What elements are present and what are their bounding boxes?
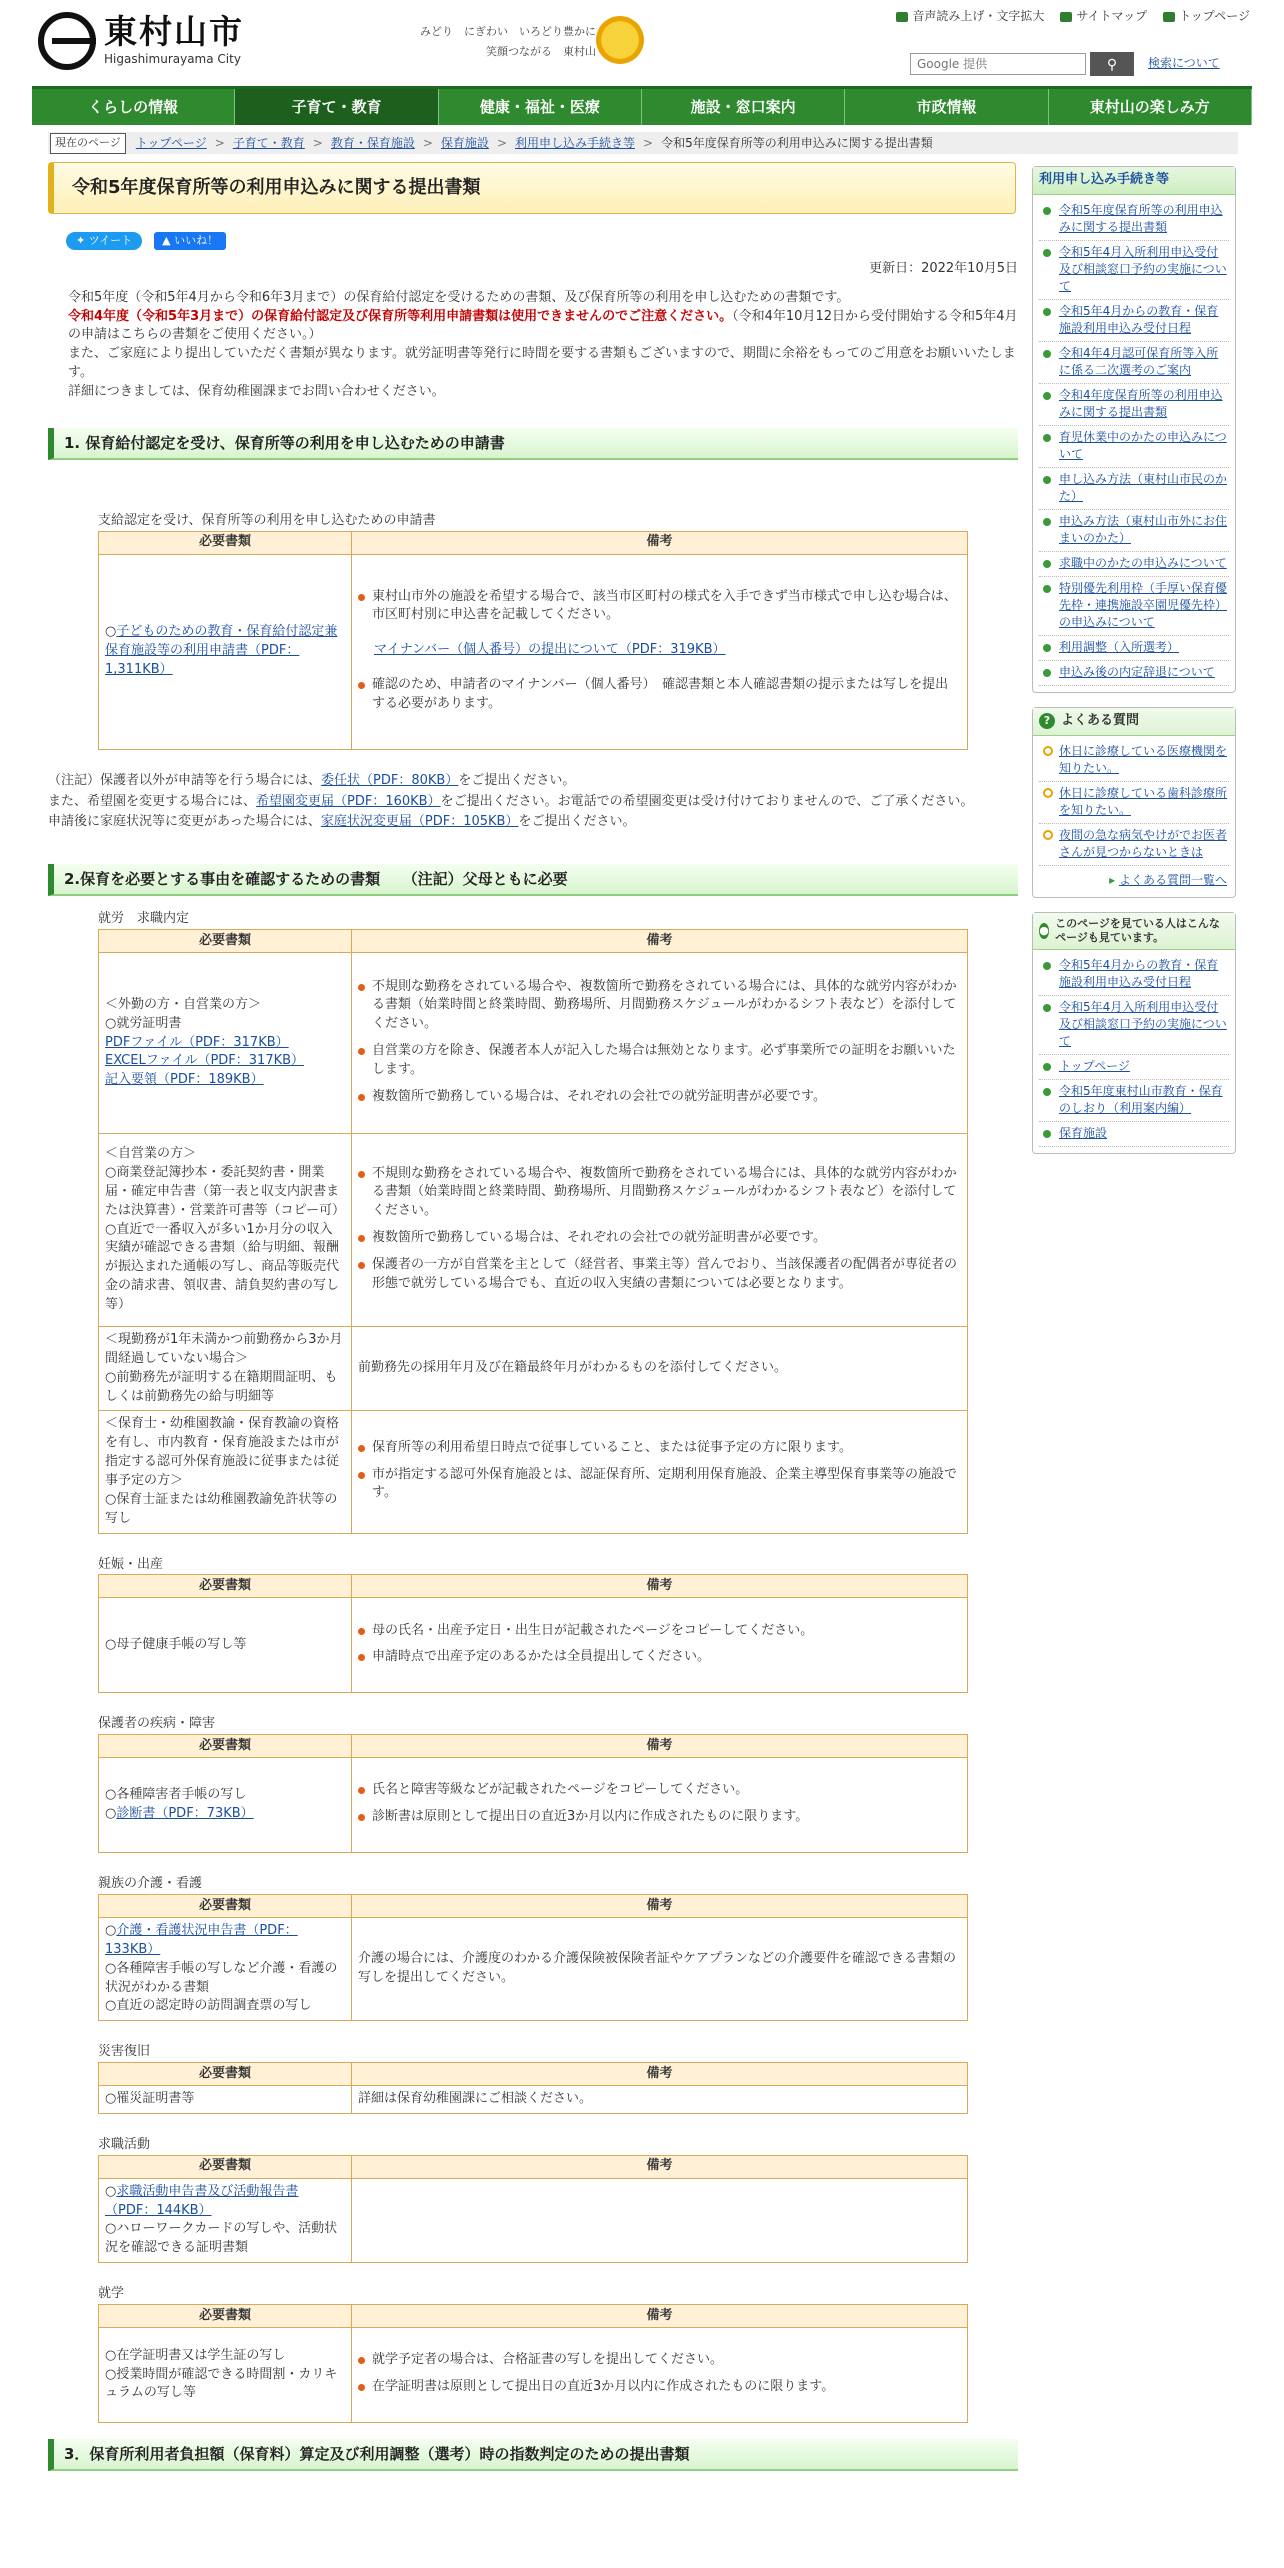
note-change-pre: また、希望園を変更する場合には、 (48, 793, 257, 809)
col-required-docs: 必要書類 (99, 2305, 352, 2328)
breadcrumb-childcare[interactable]: 子育て・教育 (232, 136, 305, 150)
list-item (1039, 241, 1229, 300)
faq-header (1033, 708, 1235, 736)
site-header (0, 0, 1284, 86)
study-table (98, 2304, 968, 2423)
note-proxy-post: をご提出ください。 (458, 772, 576, 788)
job-search-table (98, 2155, 968, 2263)
doc-name: ○各種障害手帳の写しなど介護・看護の状況がわかる書類 ○直近の認定時の訪問調査票の写し (105, 1960, 338, 2014)
also-viewed-link[interactable]: 令和5年度東村山市教育・保育のしおり（利用案内編） (1059, 1084, 1223, 1116)
search-button[interactable] (1090, 52, 1134, 76)
table-row (99, 554, 968, 749)
doc-heading: ＜外勤の方・自営業の方＞ (105, 996, 262, 1012)
thumbs-up-icon: ▲ (162, 234, 175, 247)
breadcrumb-sep-icon: > (422, 136, 433, 150)
breadcrumb-current: 令和5年度保育所等の利用申込みに関する提出書類 (661, 136, 933, 150)
mynumber-link[interactable]: マイナンバー（個人番号）の提出について（PDF：319KB） (374, 642, 726, 658)
care-caption: 親族の介護・看護 (98, 1876, 203, 1892)
remarks-cell (352, 1411, 968, 1533)
related-procedures-title: 利用申し込み手続き等 (1033, 167, 1235, 195)
list-item (1039, 1080, 1229, 1122)
intro-paragraph-4: 詳細につきましては、保育幼稚園課までお問い合わせください。 (68, 384, 445, 399)
table-row (99, 2178, 968, 2262)
doc-cell: ○罹災証明書等 (99, 2086, 352, 2114)
sidebar (1032, 166, 1236, 1154)
section-1-caption: 支給認定を受け、保育所等の利用を申し込むための申請書 (98, 512, 436, 528)
also-viewed-title: このページを見ている人はこんなページも見ています。 (1055, 917, 1220, 945)
remark-item: 複数箇所で勤務している場合は、それぞれの会社での就労証明書が必要です。 (358, 1229, 961, 1248)
list-item (1039, 1055, 1229, 1080)
util-sitemap-label: サイトマップ (1076, 9, 1148, 23)
list-item (1039, 661, 1229, 686)
proxy-form-link[interactable]: 委任状（PDF：80KB） (321, 772, 459, 788)
note-family-change (48, 813, 1018, 832)
list-item (1039, 468, 1229, 510)
section-1-notes (48, 772, 1018, 833)
list-item (1039, 824, 1229, 866)
sidebar-link[interactable]: 申込み後の内定辞退について (1059, 664, 1215, 679)
sidebar-link[interactable]: 特別優先利用枠（手厚い保育優先枠・連携施設卒園児優先枠）の申込みについて (1059, 580, 1228, 629)
list-item (1039, 996, 1229, 1055)
doc-name: ○ハローワークカードの写しや、活動状況を確認できる証明書類 (105, 2221, 338, 2256)
note-proxy-pre: （注記）保護者以外が申請等を行う場合には、 (48, 772, 322, 788)
list-item (1039, 782, 1229, 824)
col-required-docs: 必要書類 (99, 1895, 352, 1918)
intro-paragraph-1: 令和5年度（令和5年4月から令和6年3月まで）の保育給付認定を受けるための書類、及び保育所等の利用を申し込むための書類です。 (68, 289, 850, 305)
change-nursery-link[interactable]: 希望園変更届（PDF：160KB） (256, 793, 441, 809)
also-viewed-box (1032, 912, 1236, 1154)
related-procedures-box (1032, 166, 1236, 693)
col-remarks: 備考 (352, 1575, 968, 1598)
util-top-label: トップページ (1179, 9, 1250, 23)
remark-item: 複数箇所で勤務している場合は、それぞれの会社での就労証明書が必要です。 (358, 1088, 961, 1107)
disaster-table (98, 2062, 968, 2114)
breadcrumb-sep-icon: > (214, 136, 225, 150)
care-status-form-link[interactable]: 介護・看護状況申告書（PDF：133KB） (105, 1923, 298, 1957)
col-required-docs: 必要書類 (99, 930, 352, 953)
also-viewed-header (1033, 913, 1235, 950)
breadcrumb-sep-icon: > (643, 136, 654, 150)
nav-health[interactable]: 健康・福祉・医療 (439, 89, 642, 125)
table-row (99, 1134, 968, 1327)
util-voice-label: 音声読み上げ・文字拡大 (912, 9, 1045, 23)
application-table (98, 531, 968, 750)
breadcrumb-sep-icon: > (496, 136, 507, 150)
sidebar-link[interactable]: 令和4年度保育所等の利用申込みに関する提出書類 (1059, 387, 1223, 419)
doc-cell (99, 953, 352, 1134)
col-remarks: 備考 (352, 531, 968, 554)
sidebar-link[interactable]: 利用調整（入所選考） (1059, 639, 1180, 654)
col-remarks: 備考 (352, 930, 968, 953)
city-emblem-icon (38, 12, 96, 70)
table-row (99, 953, 968, 1134)
intro-text (48, 289, 1018, 402)
breadcrumb-label: 現在のページ (50, 133, 126, 154)
doc-cell: ○各種障害者手帳の写し ○診断書（PDF：73KB） (99, 1758, 352, 1853)
remarks-cell (352, 2328, 968, 2423)
tweet-label: ツイート (88, 234, 133, 247)
disaster-caption: 災害復旧 (98, 2044, 151, 2060)
list-item (1039, 199, 1229, 241)
slogan-line-1: みどり にぎわい いろどり豊かに (420, 25, 596, 38)
remarks-cell: 前勤務先の採用年月及び在籍最終年月がわかるものを添付してください。 (352, 1327, 968, 1411)
faq-link[interactable]: 休日に診療している医療機関を知りたい。 (1059, 743, 1228, 775)
job-search-caption: 求職活動 (98, 2136, 151, 2152)
employment-cert-guide-link[interactable]: 記入要領（PDF：189KB） (105, 1072, 264, 1088)
people-icon: ● (1039, 924, 1049, 938)
remarks-cell (352, 1758, 968, 1853)
sidebar-link[interactable]: 申込み方法（東村山市外にお住まいのかた） (1059, 513, 1228, 545)
illness-caption: 保護者の疾病・障害 (98, 1716, 216, 1732)
breadcrumb (48, 132, 1238, 154)
list-item (1039, 1122, 1229, 1147)
site-search (910, 52, 1220, 76)
remarks-cell (352, 1598, 968, 1693)
list-item (1039, 510, 1229, 552)
table-row (99, 2328, 968, 2423)
note-family-post: をご提出ください。 (518, 814, 636, 830)
remarks-cell: 詳細は保育幼稚園課にご相談ください。 (352, 2086, 968, 2114)
remark-item: 保育所等の利用希望日時点で従事していること、または従事予定の方に限ります。 (358, 1439, 961, 1458)
section-1-heading: 1. 保育給付認定を受け、保育所等の利用を申し込むための申請書 (48, 428, 1018, 460)
faq-list (1033, 736, 1235, 866)
twitter-icon: ✦ (76, 234, 89, 247)
list-item (1039, 552, 1229, 577)
utility-links (896, 8, 1250, 25)
sidebar-link[interactable]: 求職中のかたの申込みについて (1059, 555, 1227, 570)
page-title-box (48, 162, 1016, 214)
table-row (99, 2086, 968, 2114)
doc-cell: ＜自営業の方＞ ○商業登記簿抄本・委託契約書・開業届・確定申告書（第一表と収支内訳書または決算書）・営業許可書等（コピー可） ○直近で一番収入が多い1か月分の収入実績が確認できる書類（給与明細、報酬が振込まれた通帳の写し、商品等販売代金の請求書、領収書、請負契約書の写し等） (99, 1134, 352, 1327)
care-table (98, 1894, 968, 2021)
col-remarks: 備考 (352, 2305, 968, 2328)
site-logo[interactable] (38, 12, 244, 70)
doc-cell: ＜保育士・幼稚園教諭・保育教諭の資格を有し、市内教育・保育施設または市が指定する認可外保育施設に従事または従事予定の方＞ ○保育士証または幼稚園教諭免許状等の写し (99, 1411, 352, 1533)
sidebar-link[interactable]: 令和4年4月認可保育所等入所に係る二次選考のご案内 (1059, 345, 1219, 377)
col-required-docs: 必要書類 (99, 1735, 352, 1758)
note-change-post: をご提出ください。お電話での希望園変更は受け付けておりませんので、ご了承ください。 (440, 793, 974, 809)
doc-cell: ○介護・看護状況申告書（PDF：133KB） ○各種障害手帳の写しなど介護・看護の状況がわかる書類 ○直近の認定時の訪問調査票の写し (99, 1918, 352, 2021)
col-remarks: 備考 (352, 2155, 968, 2178)
remarks-cell (352, 554, 968, 749)
remark-item: 在学証明書は原則として提出日の直近3か月以内に作成されたものに限ります。 (358, 2378, 961, 2397)
nav-facilities[interactable]: 施設・窓口案内 (642, 89, 845, 125)
medical-certificate-link[interactable]: 診断書（PDF：73KB） (116, 1806, 254, 1822)
work-table (98, 929, 968, 1533)
intro-warning-rest: （令和4年10月12日から受付開始する令和5年4月の申請はこちらの書類をご使用ください。） (68, 308, 1018, 343)
logo-japanese: 東村山市 (104, 12, 244, 52)
family-change-link[interactable]: 家庭状況変更届（PDF：105KB） (320, 814, 519, 830)
remark-item: 氏名と障害等級などが記載されたページをコピーしてください。 (358, 1781, 961, 1800)
remark-item: 母の氏名・出産予定日・出生日が記載されたページをコピーしてください。 (358, 1622, 961, 1641)
col-required-docs: 必要書類 (99, 531, 352, 554)
sidebar-link[interactable]: 令和5年度保育所等の利用申込みに関する提出書類 (1059, 202, 1223, 234)
doc-cell: ○求職活動申告書及び活動報告書（PDF：144KB） ○ハローワークカードの写しや、活動状況を確認できる証明書類 (99, 2178, 352, 2262)
updated-date: 更新日：2022年10月5日 (869, 260, 1018, 276)
breadcrumb-procedure[interactable]: 利用申し込み手続き等 (515, 136, 636, 150)
slogan-line-2: 笑顔つながる 東村山 (486, 45, 596, 58)
list-item (1039, 740, 1229, 782)
col-required-docs: 必要書類 (99, 2063, 352, 2086)
remarks-cell (352, 953, 968, 1134)
faq-box (1032, 707, 1236, 898)
remarks-cell (352, 1134, 968, 1327)
list-item (1039, 426, 1229, 468)
pregnancy-table (98, 1574, 968, 1693)
section-2-heading: 2.保育を必要とする事由を確認するための書類 （注記）父母ともに必要 (48, 864, 1018, 896)
util-voice[interactable] (896, 8, 1044, 25)
note-change-nursery (48, 793, 1018, 812)
tweet-button[interactable] (66, 232, 142, 250)
arrow-right-icon: ▸ (1109, 872, 1119, 887)
application-form-link[interactable]: 子どものための教育・保育給付認定兼保育施設等の利用申請書（PDF：1,311KB） (105, 624, 338, 678)
sidebar-link[interactable]: 申し込み方法（東村山市民のかた） (1059, 471, 1228, 503)
breadcrumb-edu-facilities[interactable]: 教育・保育施設 (330, 136, 415, 150)
like-button[interactable] (154, 232, 226, 250)
doc-cell: ○母子健康手帳の写し等 (99, 1598, 352, 1693)
col-remarks: 備考 (352, 1735, 968, 1758)
study-caption: 就学 (98, 2286, 125, 2302)
doc-cell: ○在学証明書又は学生証の写し ○授業時間が確認できる時間割・カリキュラムの写し等 (99, 2328, 352, 2423)
employment-cert-pdf-link[interactable]: PDFファイル（PDF：317KB） (105, 1034, 289, 1050)
faq-more-link[interactable]: よくある質問一覧へ (1118, 872, 1227, 887)
remarks-cell: 介護の場合には、介護度のわかる介護保険被保険者証やケアプランなどの介護要件を確認できる書類の写しを提出してください。 (352, 1918, 968, 2021)
note-family-pre: 申請後に家庭状況等に変更があった場合には、 (48, 814, 321, 830)
nav-citygov[interactable]: 市政情報 (845, 89, 1048, 125)
faq-more (1033, 866, 1235, 891)
sns-buttons (66, 232, 1018, 250)
table-row (99, 1411, 968, 1533)
also-viewed-link[interactable]: 令和5年4月入所利用申込受付及び相談窓口予約の実施について (1059, 1000, 1227, 1049)
global-nav (32, 86, 1252, 125)
util-top[interactable] (1163, 8, 1250, 25)
util-sitemap[interactable] (1060, 8, 1147, 25)
col-remarks: 備考 (352, 1895, 968, 1918)
also-viewed-link[interactable]: 令和5年4月からの教育・保育施設利用申込み受付日程 (1059, 958, 1219, 990)
remark-item: 申請時点で出産予定のあるかたは全員提出してください。 (358, 1648, 961, 1667)
work-caption: 就労 求職内定 (98, 911, 190, 927)
pregnancy-caption: 妊娠・出産 (98, 1556, 164, 1572)
table-row (99, 1327, 968, 1411)
also-viewed-link[interactable]: トップページ (1059, 1059, 1130, 1074)
sidebar-link[interactable]: 令和5年4月からの教育・保育施設利用申込み受付日程 (1059, 303, 1219, 335)
sidebar-link[interactable]: 育児休業中のかたの申込みについて (1059, 429, 1227, 461)
illness-table (98, 1734, 968, 1853)
sitemap-icon (1060, 12, 1072, 22)
sidebar-link[interactable]: 令和5年4月入所利用申込受付及び相談窓口予約の実施について (1059, 244, 1227, 293)
breadcrumb-sep-icon: > (312, 136, 323, 150)
list-item (1039, 636, 1229, 661)
faq-title: よくある質問 (1061, 712, 1140, 728)
faq-link[interactable]: 休日に診療している歯科診療所を知りたい。 (1059, 785, 1228, 817)
col-remarks: 備考 (352, 2063, 968, 2086)
remarks-cell (352, 2178, 968, 2262)
nav-enjoy[interactable]: 東村山の楽しみ方 (1049, 89, 1252, 125)
doc-name: ○就労証明書 (105, 1015, 182, 1031)
section-3-heading: 3．保育所利用者負担額（保育料）算定及び利用調整（選考）時の指数判定のための提出書類 (48, 2439, 1018, 2471)
home-icon (1163, 12, 1175, 22)
doc-cell: ＜現勤務が1年未満かつ前勤務から3か月間経過していない場合＞ ○前勤務先が証明する在籍期間証明、もしくは前勤務先の給与明細等 (99, 1327, 352, 1411)
breadcrumb-top[interactable]: トップページ (135, 136, 207, 150)
page-title: 令和5年度保育所等の利用申込みに関する提出書類 (72, 177, 481, 198)
remark-item: 診断書は原則として提出日の直近3か月以内に作成されたものに限ります。 (358, 1808, 961, 1827)
faq-link[interactable]: 夜間の急な病気やけがでお医者さんが見つからないときは (1059, 827, 1228, 859)
list-item (1039, 300, 1229, 342)
job-search-report-link[interactable]: 求職活動申告書及び活動報告書（PDF：144KB） (105, 2183, 299, 2218)
related-procedures-list (1033, 195, 1235, 686)
city-slogan (420, 22, 596, 62)
doc-cell: ○子どものための教育・保育給付認定兼保育施設等の利用申請書（PDF：1,311KB） (99, 554, 352, 749)
list-item (1039, 577, 1229, 636)
breadcrumb-nursery[interactable]: 保育施設 (440, 136, 489, 150)
remark-item: 不規則な勤務をされている場合や、複数箇所で勤務をされている場合には、具体的な就労内容がわかる書類（始業時間と終業時間、勤務場所、月間勤務スケジュールがわかるシフト表など）を添付してください。 (358, 978, 961, 1035)
search-icon: ⚲ (1106, 55, 1118, 72)
also-viewed-link[interactable]: 保育施設 (1059, 1126, 1108, 1141)
table-row (99, 1598, 968, 1693)
list-item (1039, 342, 1229, 384)
doc-name: ○各種障害者手帳の写し (105, 1787, 247, 1803)
employment-cert-excel-link[interactable]: EXCELファイル（PDF：317KB） (105, 1053, 305, 1069)
main-content (48, 162, 1018, 2471)
intro-paragraph-2 (68, 308, 1018, 346)
table-row (99, 1758, 968, 1853)
speaker-icon (896, 12, 908, 22)
nav-childcare[interactable]: 子育て・教育 (235, 89, 438, 125)
table-row (99, 1918, 968, 2021)
col-required-docs: 必要書類 (99, 2155, 352, 2178)
note-proxy (48, 772, 1018, 791)
also-viewed-list (1033, 950, 1235, 1147)
intro-warning: 令和4年度（令和5年3月まで）の保育給付認定及び保育所等利用申請書類は使用できませんのでご注意ください。 (68, 308, 733, 324)
like-label: いいね！ (174, 234, 219, 247)
remark-item: 自営業の方を除き、保護者本人が記入した場合は無効となります。必ず事業所での証明をお願いいたします。 (358, 1042, 961, 1080)
list-item (1039, 384, 1229, 426)
remark-item: 東村山市外の施設を希望する場合で、該当市区町村の様式を入手できず当市様式で申し込む場合は、市区町村別に申込書を記載してください。 (358, 588, 961, 626)
remark-item: 確認のため、申請者のマイナンバー（個人番号） 確認書類と本人確認書類の提示または写しを提出する必要があります。 (358, 676, 961, 714)
logo-english: Higashimurayama City (104, 52, 241, 67)
list-item (1039, 954, 1229, 996)
remark-item: 保護者の一方が自営業を主として（経営者、事業主等）営んでおり、当該保護者の配偶者が専従者の形態で就労している場合でも、直近の収入実績の書類については必要となります。 (358, 1256, 961, 1294)
nav-living[interactable]: くらしの情報 (32, 89, 235, 125)
remark-item: 不規則な勤務をされている場合や、複数箇所で勤務をされている場合には、具体的な就労内容がわかる書類（始業時間と終業時間、勤務場所、月間勤務スケジュールがわかるシフト表など）を添付してください。 (358, 1165, 961, 1222)
search-input[interactable] (910, 53, 1086, 75)
remark-item: 就学予定者の場合は、合格証書の写しを提出してください。 (358, 2351, 961, 2370)
intro-paragraph-3: また、ご家庭により提出していただく書類が異なります。就労証明書等発行に時間を要する書類もございますので、期間に余裕をもってのご用意をお願いいたします。 (68, 346, 1016, 381)
search-help-link[interactable]: 検索について (1148, 56, 1220, 71)
mascot-sun-icon (596, 16, 644, 64)
col-required-docs: 必要書類 (99, 1575, 352, 1598)
question-icon: ? (1039, 713, 1055, 729)
remark-item: 市が指定する認可外保育施設とは、認証保育所、定期利用保育施設、企業主導型保育事業等の施設です。 (358, 1466, 961, 1504)
